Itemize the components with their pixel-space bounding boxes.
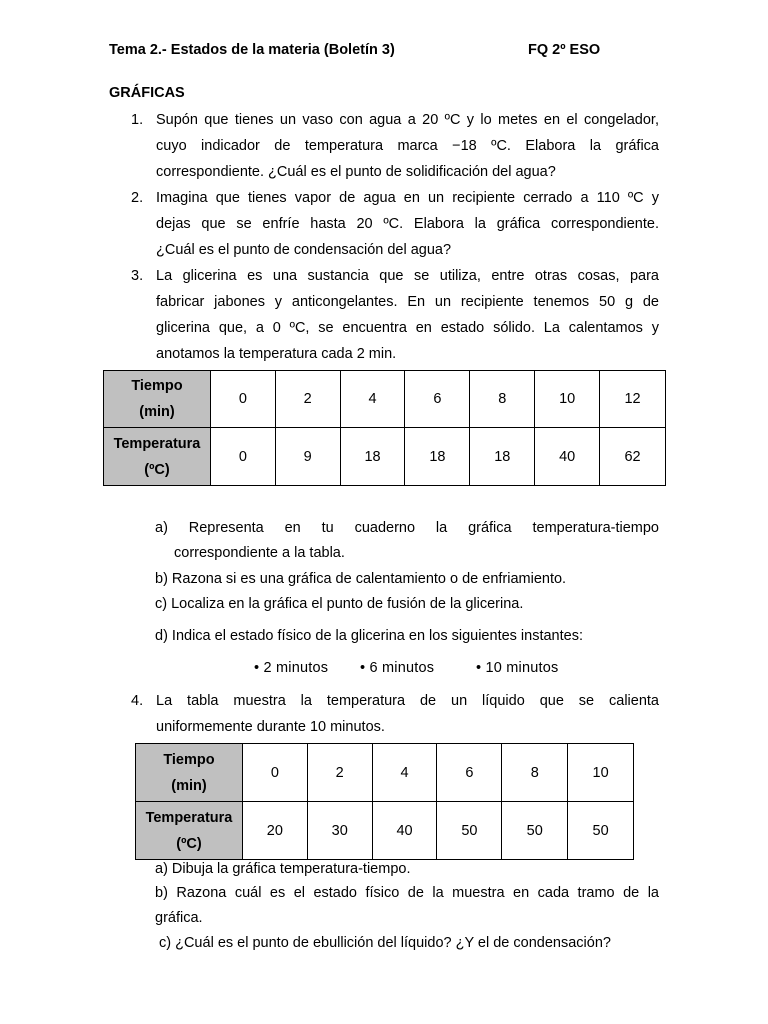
question-line: Imagina que tienes vapor de agua en un recipiente cerrado a 110 ºC y [156,190,659,206]
row-header-temperature [104,428,211,486]
table-cell: 0 [242,744,307,802]
instant-2-min: • 2 minutos [254,660,329,676]
section-title: GRÁFICAS [109,85,185,101]
question-line: correspondiente. ¿Cuál es el punto de solidificación del agua? [156,164,556,180]
question-number: 2. [131,190,144,206]
header-unit: (min) [171,777,207,794]
table-cell: 18 [470,428,535,486]
course-label: FQ 2º ESO [528,42,601,58]
q4-part-a: a) Dibuja la gráfica temperatura-tiempo. [155,861,411,877]
header-text: Temperatura [113,435,201,452]
table-cell: 12 [600,371,666,428]
header-unit: (min) [139,404,175,420]
document-title: Tema 2.- Estados de la materia (Boletín 3) [109,42,395,58]
header-text: Tiempo [131,378,183,394]
table-cell: 10 [568,744,634,802]
table-cell: 9 [275,428,340,486]
table-cell: 2 [307,744,372,802]
question-line: ¿Cuál es el punto de condensación del agua? [156,242,452,258]
q3-part-a-line2: correspondiente a la tabla. [174,545,345,561]
q4-part-b-line1: b) Razona cuál es el estado físico de la muestra en cada tramo de la [155,885,659,901]
question-number: 1. [131,112,144,128]
row-header-temperature [136,802,243,860]
instant-6-min: • 6 minutos [360,660,435,676]
question-line: uniformemente durante 10 minutos. [156,719,385,735]
question-line: fabricar jabones y anticongelantes. En un recipiente tenemos 50 g de [156,294,659,310]
table-cell: 40 [535,428,600,486]
q3-part-c: c) Localiza en la gráfica el punto de fusión de la glicerina. [155,596,524,612]
q3-part-d: d) Indica el estado físico de la glicerina en los siguientes instantes: [155,628,583,644]
glycerin-data-table [103,370,666,486]
table-cell: 8 [502,744,568,802]
table-cell: 0 [210,428,275,486]
time-row [104,371,666,428]
table-cell: 40 [372,802,437,860]
question-line: La tabla muestra la temperatura de un líquido que se calienta [156,693,659,709]
question-line: Supón que tienes un vaso con agua a 20 ºC y lo metes en el congelador, [156,112,659,128]
question-line: cuyo indicador de temperatura marca −18 ºC. Elabora la gráfica [156,138,659,154]
table-cell: 8 [470,371,535,428]
table-cell: 62 [600,428,666,486]
header-text: Tiempo [163,751,215,768]
question-line: dejas que se enfríe hasta 20 ºC. Elabora la gráfica correspondiente. [156,216,659,232]
table-cell: 2 [275,371,340,428]
question-line: glicerina que, a 0 ºC, se encuentra en estado sólido. La calentamos y [156,320,659,336]
row-header-time [104,371,211,428]
table-cell: 18 [340,428,405,486]
question-number: 3. [131,268,144,284]
liquid-data-table [135,743,634,860]
q4-part-c: c) ¿Cuál es el punto de ebullición del líquido? ¿Y el de condensación? [159,935,611,951]
table-cell: 18 [405,428,470,486]
table-cell: 50 [502,802,568,860]
table-cell: 30 [307,802,372,860]
table-cell: 4 [372,744,437,802]
table-cell: 6 [405,371,470,428]
time-row [136,744,634,802]
table-cell: 0 [210,371,275,428]
header-unit: (ºC) [176,835,202,852]
table-cell: 20 [242,802,307,860]
temperature-row [104,428,666,486]
table-cell: 50 [568,802,634,860]
q4-part-b-line2: gráfica. [155,910,203,926]
header-text: Temperatura [145,809,233,826]
row-header-time [136,744,243,802]
instant-10-min: • 10 minutos [476,660,559,676]
table-cell: 4 [340,371,405,428]
table-cell: 6 [437,744,502,802]
question-number: 4. [131,693,144,709]
q3-part-a-line1: a) Representa en tu cuaderno la gráfica temperatura-tiempo [155,520,659,536]
table-cell: 50 [437,802,502,860]
header-unit: (ºC) [144,461,170,478]
q3-part-b: b) Razona si es una gráfica de calentamiento o de enfriamiento. [155,571,567,587]
question-line: anotamos la temperatura cada 2 min. [156,346,397,362]
table-cell: 10 [535,371,600,428]
temperature-row [136,802,634,860]
question-line: La glicerina es una sustancia que se utiliza, entre otras cosas, para [156,268,659,284]
